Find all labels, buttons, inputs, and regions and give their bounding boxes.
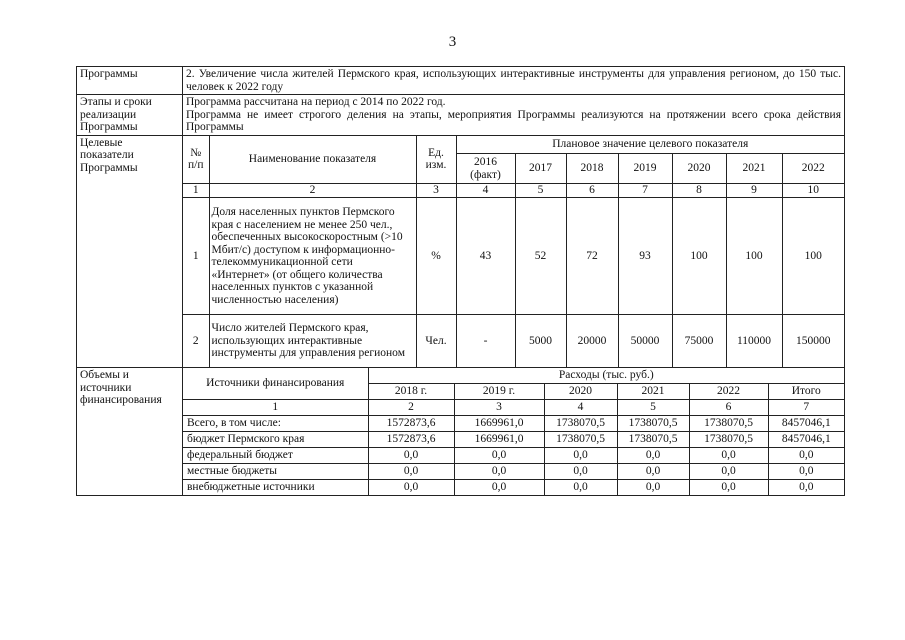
column-number: 1: [183, 184, 209, 198]
header-num: № п/п: [183, 136, 209, 184]
financing-line: [183, 480, 844, 496]
financing-source: местные бюджеты: [183, 464, 368, 480]
indicator-row: [183, 198, 844, 315]
financing-value: 0,0: [617, 448, 689, 464]
financing-value: 0,0: [768, 480, 844, 496]
financing-value: 1738070,5: [544, 416, 617, 432]
header-year: 2016 (факт): [456, 154, 515, 184]
financing-value: 1738070,5: [617, 416, 689, 432]
indicator-value: 5000: [515, 315, 566, 368]
column-number: 10: [782, 184, 844, 198]
financing-value: 1738070,5: [544, 432, 617, 448]
financing-value: 0,0: [689, 464, 768, 480]
financing-value: 0,0: [689, 480, 768, 496]
financing-value: 1572873,6: [368, 416, 454, 432]
indicator-name: Доля населенных пунктов Пермского края с населением не менее 250 чел., обеспеченных высокоскоростным (>10 Мбит/с) доступом к информационно-телекоммуникационной сети «Интернет» (от общего количества населенных пунктов с указанной численностью населения): [209, 198, 416, 315]
financing-source: федеральный бюджет: [183, 448, 368, 464]
financing-source: бюджет Пермского края: [183, 432, 368, 448]
financing-source: внебюджетные источники: [183, 480, 368, 496]
financing-value: 0,0: [768, 448, 844, 464]
indicator-unit: Чел.: [416, 315, 456, 368]
indicator-row: [183, 315, 844, 368]
financing-value: 0,0: [544, 480, 617, 496]
indicator-value: 72: [566, 198, 618, 315]
stages-line-1: Программа рассчитана на период с 2014 по 2022 год.: [186, 96, 446, 108]
financing-value: 0,0: [617, 464, 689, 480]
financing-value: 0,0: [617, 480, 689, 496]
column-number: 8: [672, 184, 726, 198]
header-plan: Плановое значение целевого показателя: [456, 136, 844, 154]
indicator-name: Число жителей Пермского края, использующих интерактивные инструменты для управления регионом: [209, 315, 416, 368]
stages-line-2: Программа не имеет строгого деления на этапы, мероприятия Программы реализуются на протяжении всего срока действия Программы: [186, 108, 841, 133]
column-numbers-row: [183, 400, 844, 416]
financing-value: 0,0: [544, 464, 617, 480]
header-unit: Ед. изм.: [416, 136, 456, 184]
indicator-value: 100: [672, 198, 726, 315]
financing-value: 8457046,1: [768, 416, 844, 432]
financing-row: [77, 368, 845, 496]
indicator-value: 110000: [726, 315, 782, 368]
financing-value: 1669961,0: [454, 416, 544, 432]
financing-value: 1669961,0: [454, 432, 544, 448]
header-year: 2019 г.: [454, 384, 544, 400]
header-year: 2021: [617, 384, 689, 400]
programs-row: [77, 67, 845, 95]
header-expenses: Расходы (тыс. руб.): [368, 368, 844, 384]
header-year: 2020: [672, 154, 726, 184]
financing-value: 0,0: [368, 464, 454, 480]
indicator-unit: %: [416, 198, 456, 315]
column-number: 7: [618, 184, 672, 198]
column-number: 6: [566, 184, 618, 198]
financing-value: 0,0: [544, 448, 617, 464]
header-year: 2019: [618, 154, 672, 184]
financing-line: [183, 416, 844, 432]
column-number: 9: [726, 184, 782, 198]
indicator-num: 2: [183, 315, 209, 368]
financing-line: [183, 432, 844, 448]
header-year: 2018 г.: [368, 384, 454, 400]
financing-line: [183, 448, 844, 464]
financing-value: 0,0: [689, 448, 768, 464]
financing-source: Всего, в том числе:: [183, 416, 368, 432]
header-year: 2022: [689, 384, 768, 400]
financing-value: 1738070,5: [689, 432, 768, 448]
stages-row: [77, 95, 845, 136]
indicator-num: 1: [183, 198, 209, 315]
column-number: 5: [617, 400, 689, 416]
financing-table: [183, 368, 844, 495]
header-source: Источники финансирования: [183, 368, 368, 400]
column-number: 3: [416, 184, 456, 198]
indicator-value: 20000: [566, 315, 618, 368]
column-number: 2: [209, 184, 416, 198]
indicator-value: 100: [726, 198, 782, 315]
financing-value: 8457046,1: [768, 432, 844, 448]
financing-value: 0,0: [368, 480, 454, 496]
column-number: 6: [689, 400, 768, 416]
targets-table: [183, 136, 844, 368]
header-name: Наименование показателя: [209, 136, 416, 184]
program-passport-table: [76, 66, 845, 496]
programs-text: 2. Увеличение числа жителей Пермского края, использующих интерактивные инструменты для управления регионом, до 150 тыс. человек к 2022 году: [183, 67, 845, 95]
header-year: Итого: [768, 384, 844, 400]
financing-value: 0,0: [454, 448, 544, 464]
financing-value: 1572873,6: [368, 432, 454, 448]
column-numbers-row: [183, 184, 844, 198]
header-year: 2022: [782, 154, 844, 184]
column-number: 3: [454, 400, 544, 416]
financing-value: 0,0: [368, 448, 454, 464]
column-number: 2: [368, 400, 454, 416]
financing-line: [183, 464, 844, 480]
column-number: 4: [456, 184, 515, 198]
column-number: 4: [544, 400, 617, 416]
indicator-value: 75000: [672, 315, 726, 368]
financing-value: 1738070,5: [689, 416, 768, 432]
stages-text: [183, 95, 845, 136]
page-number: 3: [448, 34, 457, 50]
indicator-value: 100: [782, 198, 844, 315]
financing-label: Объемы и источники финансирования: [77, 368, 183, 496]
column-number: 7: [768, 400, 844, 416]
targets-label: Целевые показатели Программы: [77, 135, 183, 368]
financing-value: 0,0: [454, 480, 544, 496]
financing-value: 1738070,5: [617, 432, 689, 448]
stages-label: Этапы и сроки реализации Программы: [77, 95, 183, 136]
column-number: 1: [183, 400, 368, 416]
programs-label: Программы: [77, 67, 183, 95]
indicator-value: 52: [515, 198, 566, 315]
targets-row: [77, 135, 845, 368]
indicator-value: 50000: [618, 315, 672, 368]
header-year: 2021: [726, 154, 782, 184]
financing-value: 0,0: [768, 464, 844, 480]
header-year: 2020: [544, 384, 617, 400]
column-number: 5: [515, 184, 566, 198]
indicator-value: 93: [618, 198, 672, 315]
indicator-value: -: [456, 315, 515, 368]
indicator-value: 150000: [782, 315, 844, 368]
financing-value: 0,0: [454, 464, 544, 480]
header-year: 2017: [515, 154, 566, 184]
indicator-value: 43: [456, 198, 515, 315]
header-year: 2018: [566, 154, 618, 184]
